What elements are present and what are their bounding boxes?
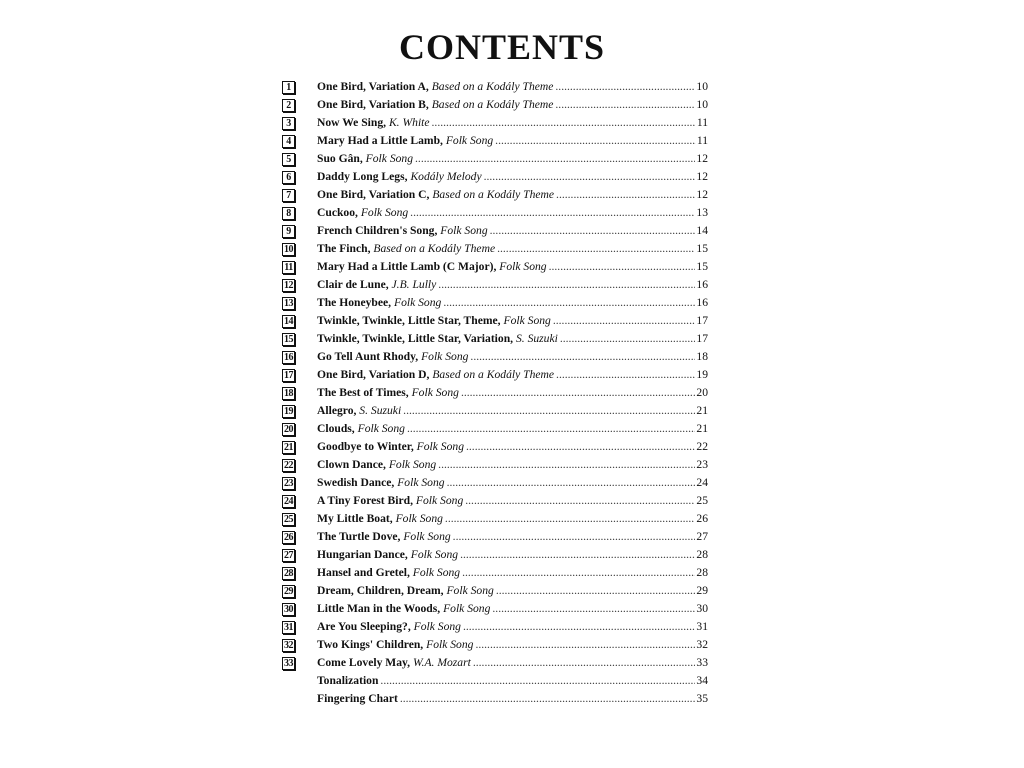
- toc-row: [282, 510, 708, 528]
- dot-leader: [556, 366, 695, 384]
- toc-entry: [317, 96, 708, 114]
- page-number: 12: [696, 188, 708, 201]
- toc-row: [282, 240, 708, 258]
- page-number: 22: [696, 440, 708, 453]
- song-source: Based on a Kodály Theme: [432, 188, 555, 201]
- dot-leader: [432, 114, 696, 132]
- toc-row: [282, 690, 708, 708]
- dot-leader: [496, 582, 696, 600]
- dot-leader: [438, 276, 695, 294]
- song-title: Dream, Children, Dream,: [317, 584, 444, 597]
- dot-leader: [453, 528, 696, 546]
- song-source: Folk Song: [445, 134, 494, 147]
- track-number-box: 11: [282, 261, 295, 274]
- dot-leader: [461, 384, 695, 402]
- page-number: 15: [696, 242, 708, 255]
- page-number: 35: [696, 692, 708, 705]
- track-number-box: [282, 675, 295, 688]
- toc-entry: [317, 600, 708, 618]
- page-number: 26: [696, 512, 708, 525]
- track-number-box: 26: [284, 531, 293, 543]
- toc-entry: [317, 618, 708, 636]
- dot-leader: [445, 510, 695, 528]
- toc-row: [282, 132, 708, 150]
- page-number: 12: [696, 152, 708, 165]
- song-title: Daddy Long Legs,: [317, 170, 408, 183]
- track-number-box: 4: [282, 135, 295, 148]
- dot-leader: [556, 186, 695, 204]
- contents-list: [282, 78, 708, 708]
- page-title: CONTENTS: [398, 27, 606, 67]
- toc-entry: [317, 168, 708, 186]
- toc-entry: [317, 438, 708, 456]
- dot-leader: [460, 546, 695, 564]
- toc-entry: [317, 150, 708, 168]
- dot-leader: [555, 96, 695, 114]
- toc-entry: [317, 258, 708, 276]
- toc-entry: [317, 474, 708, 492]
- song-title: Cuckoo,: [317, 206, 358, 219]
- song-title: Twinkle, Twinkle, Little Star, Variation,: [317, 332, 514, 345]
- track-number-box: 25: [284, 513, 293, 525]
- track-number-box: 14: [284, 315, 293, 327]
- toc-entry: [317, 204, 708, 222]
- song-title: Suo Gân,: [317, 152, 363, 165]
- song-source: Folk Song: [365, 152, 414, 165]
- dot-leader: [490, 222, 696, 240]
- track-number-box: 13: [284, 297, 293, 309]
- track-number-box: 16: [284, 351, 293, 363]
- toc-entry: [317, 240, 708, 258]
- toc-entry: [317, 636, 708, 654]
- song-source: J.B. Lully: [391, 278, 437, 291]
- song-source: Based on a Kodály Theme: [432, 368, 555, 381]
- track-number-box: 15: [284, 333, 293, 345]
- page-number: 29: [696, 584, 708, 597]
- toc-entry: [317, 222, 708, 240]
- song-source: Folk Song: [412, 566, 461, 579]
- toc-row: [282, 186, 708, 204]
- toc-entry: [317, 276, 708, 294]
- toc-entry: [317, 78, 708, 96]
- toc-entry: [317, 654, 708, 672]
- page-number: 21: [696, 404, 708, 417]
- toc-row: [282, 204, 708, 222]
- song-source: Folk Song: [395, 512, 443, 525]
- song-title: A Tiny Forest Bird,: [317, 494, 413, 507]
- track-number-box: 31: [284, 621, 293, 633]
- song-title: Clouds,: [317, 422, 355, 435]
- dot-leader: [415, 150, 695, 168]
- page-number: 14: [696, 224, 708, 237]
- song-source: Folk Song: [440, 224, 488, 237]
- toc-row: [282, 384, 708, 402]
- track-number-box: 30: [284, 603, 293, 615]
- dot-leader: [473, 654, 696, 672]
- toc-row: [282, 222, 708, 240]
- toc-row: [282, 528, 708, 546]
- song-source: Folk Song: [503, 314, 551, 327]
- song-source: W.A. Mozart: [412, 656, 471, 669]
- track-number-box: 7: [282, 189, 295, 202]
- toc-row: [282, 276, 708, 294]
- page-number: 33: [696, 656, 708, 669]
- page-number: 15: [696, 260, 708, 273]
- song-source: Folk Song: [415, 494, 464, 507]
- toc-row: [282, 438, 708, 456]
- page-number: 17: [696, 332, 708, 345]
- track-number-box: 10: [284, 243, 293, 255]
- track-number-box: 21: [284, 441, 293, 453]
- song-source: Kodály Melody: [410, 170, 482, 183]
- track-number-box: 32: [284, 639, 293, 651]
- toc-entry: [317, 132, 708, 150]
- song-title: Come Lovely May,: [317, 656, 411, 669]
- toc-entry: [317, 330, 708, 348]
- dot-leader: [497, 240, 695, 258]
- page-number: 19: [696, 368, 708, 381]
- page-number: 34: [696, 674, 708, 687]
- page-number: 12: [696, 170, 708, 183]
- toc-entry: [317, 366, 708, 384]
- page-number: 20: [696, 386, 708, 399]
- toc-entry: [317, 402, 708, 420]
- song-title: Two Kings' Children,: [317, 638, 424, 651]
- song-source: Based on a Kodály Theme: [431, 80, 554, 93]
- song-title: Hungarian Dance,: [317, 548, 408, 561]
- toc-row: [282, 492, 708, 510]
- track-number-box: 22: [284, 459, 293, 471]
- song-title: Now We Sing,: [317, 116, 387, 129]
- toc-row: [282, 636, 708, 654]
- toc-entry: [317, 564, 708, 582]
- page-number: 16: [696, 296, 708, 309]
- dot-leader: [470, 348, 695, 366]
- song-source: S. Suzuki: [359, 404, 402, 417]
- song-title: French Children's Song,: [317, 224, 438, 237]
- toc-row: [282, 474, 708, 492]
- toc-row: [282, 564, 708, 582]
- page-number: 18: [696, 350, 708, 363]
- song-source: Folk Song: [388, 458, 437, 471]
- song-source: Folk Song: [411, 386, 459, 399]
- song-source: Folk Song: [416, 440, 464, 453]
- page-number: 10: [696, 98, 708, 111]
- song-source: Folk Song: [426, 638, 474, 651]
- song-source: Folk Song: [413, 620, 461, 633]
- toc-entry: [317, 528, 708, 546]
- toc-row: [282, 114, 708, 132]
- song-source: Folk Song: [403, 530, 451, 543]
- song-title: Little Man in the Woods,: [317, 602, 441, 615]
- song-title: Goodbye to Winter,: [317, 440, 414, 453]
- dot-leader: [465, 492, 695, 510]
- song-source: Based on a Kodály Theme: [431, 98, 554, 111]
- page-number: 31: [696, 620, 708, 633]
- song-title: Twinkle, Twinkle, Little Star, Theme,: [317, 314, 501, 327]
- song-title: One Bird, Variation C,: [317, 188, 430, 201]
- page-number: 11: [696, 134, 708, 147]
- song-title: One Bird, Variation D,: [317, 368, 430, 381]
- page-number: 23: [696, 458, 708, 471]
- toc-row: [282, 258, 708, 276]
- dot-leader: [438, 456, 695, 474]
- page-number: 16: [696, 278, 708, 291]
- toc-row: [282, 582, 708, 600]
- toc-row: [282, 96, 708, 114]
- dot-leader: [495, 132, 696, 150]
- song-title: Go Tell Aunt Rhody,: [317, 350, 419, 363]
- song-title: One Bird, Variation B,: [317, 98, 429, 111]
- song-title: Tonalization: [317, 674, 379, 687]
- toc-row: [282, 168, 708, 186]
- dot-leader: [403, 402, 695, 420]
- dot-leader: [400, 690, 696, 708]
- song-title: The Honeybee,: [317, 296, 392, 309]
- toc-entry: [317, 582, 708, 600]
- track-number-box: 33: [284, 657, 293, 669]
- song-title: Mary Had a Little Lamb (C Major),: [317, 260, 497, 273]
- song-source: Folk Song: [357, 422, 405, 435]
- page-number: 10: [696, 80, 708, 93]
- toc-row: [282, 348, 708, 366]
- track-number-box: 6: [282, 171, 295, 184]
- song-title: Fingering Chart: [317, 692, 398, 705]
- toc-entry: [317, 672, 708, 690]
- toc-row: [282, 78, 708, 96]
- dot-leader: [447, 474, 696, 492]
- toc-entry: [317, 384, 708, 402]
- track-number-box: 27: [284, 549, 293, 561]
- toc-row: [282, 294, 708, 312]
- page-number: 28: [696, 566, 708, 579]
- dot-leader: [549, 258, 696, 276]
- song-title: One Bird, Variation A,: [317, 80, 429, 93]
- song-source: Based on a Kodály Theme: [373, 242, 496, 255]
- song-source: Folk Song: [421, 350, 469, 363]
- song-title: Mary Had a Little Lamb,: [317, 134, 443, 147]
- track-number-box: 28: [284, 567, 293, 579]
- track-number-box: 1: [282, 81, 295, 94]
- song-source: Folk Song: [393, 296, 442, 309]
- page-number: 28: [696, 548, 708, 561]
- page-number: 17: [696, 314, 708, 327]
- page-number: 27: [696, 530, 708, 543]
- toc-entry: [317, 312, 708, 330]
- track-number-box: 23: [284, 477, 293, 489]
- track-number-box: 20: [284, 423, 293, 435]
- toc-entry: [317, 690, 708, 708]
- track-number-box: 19: [284, 405, 293, 417]
- toc-row: [282, 330, 708, 348]
- toc-row: [282, 654, 708, 672]
- toc-row: [282, 420, 708, 438]
- song-source: Folk Song: [410, 548, 459, 561]
- song-source: K. White: [388, 116, 430, 129]
- song-source: S. Suzuki: [515, 332, 558, 345]
- toc-entry: [317, 186, 708, 204]
- track-number-box: [282, 693, 295, 706]
- song-source: Folk Song: [443, 602, 491, 615]
- dot-leader: [475, 636, 695, 654]
- dot-leader: [407, 420, 695, 438]
- track-number-box: 5: [282, 153, 295, 166]
- toc-entry: [317, 420, 708, 438]
- page-number: 24: [696, 476, 708, 489]
- song-title: The Turtle Dove,: [317, 530, 401, 543]
- dot-leader: [462, 564, 695, 582]
- dot-leader: [463, 618, 695, 636]
- toc-row: [282, 402, 708, 420]
- toc-entry: [317, 294, 708, 312]
- toc-entry: [317, 492, 708, 510]
- dot-leader: [555, 78, 695, 96]
- page-number: 32: [696, 638, 708, 651]
- page-number: 21: [696, 422, 708, 435]
- dot-leader: [380, 672, 695, 690]
- track-number-box: 29: [284, 585, 293, 597]
- page-number: 25: [696, 494, 708, 507]
- song-title: Allegro,: [317, 404, 357, 417]
- toc-row: [282, 366, 708, 384]
- toc-row: [282, 672, 708, 690]
- track-number-box: 18: [284, 387, 293, 399]
- song-title: Swedish Dance,: [317, 476, 395, 489]
- track-number-box: 24: [284, 495, 293, 507]
- song-source: Folk Song: [360, 206, 409, 219]
- track-number-box: 9: [282, 225, 295, 238]
- track-number-box: 3: [282, 117, 295, 130]
- toc-entry: [317, 114, 708, 132]
- song-source: Folk Song: [499, 260, 547, 273]
- dot-leader: [553, 312, 696, 330]
- toc-row: [282, 546, 708, 564]
- dot-leader: [484, 168, 696, 186]
- song-title: Clown Dance,: [317, 458, 386, 471]
- track-number-box: 2: [282, 99, 295, 112]
- dot-leader: [466, 438, 695, 456]
- toc-entry: [317, 456, 708, 474]
- toc-entry: [317, 546, 708, 564]
- toc-entry: [317, 348, 708, 366]
- toc-entry: [317, 510, 708, 528]
- track-number-box: 17: [284, 369, 293, 381]
- toc-row: [282, 150, 708, 168]
- toc-row: [282, 312, 708, 330]
- song-title: My Little Boat,: [317, 512, 393, 525]
- page-number: 30: [696, 602, 708, 615]
- toc-row: [282, 600, 708, 618]
- song-title: Clair de Lune,: [317, 278, 389, 291]
- toc-row: [282, 618, 708, 636]
- song-title: The Best of Times,: [317, 386, 409, 399]
- song-source: Folk Song: [397, 476, 445, 489]
- page-number: 13: [696, 206, 708, 219]
- dot-leader: [443, 294, 695, 312]
- song-title: Are You Sleeping?,: [317, 620, 411, 633]
- dot-leader: [560, 330, 696, 348]
- song-title: The Finch,: [317, 242, 371, 255]
- song-title: Hansel and Gretel,: [317, 566, 410, 579]
- dot-leader: [492, 600, 695, 618]
- track-number-box: 8: [282, 207, 295, 220]
- toc-row: [282, 456, 708, 474]
- song-source: Folk Song: [446, 584, 494, 597]
- track-number-box: 12: [284, 279, 293, 291]
- dot-leader: [410, 204, 695, 222]
- page-number: 11: [696, 116, 708, 129]
